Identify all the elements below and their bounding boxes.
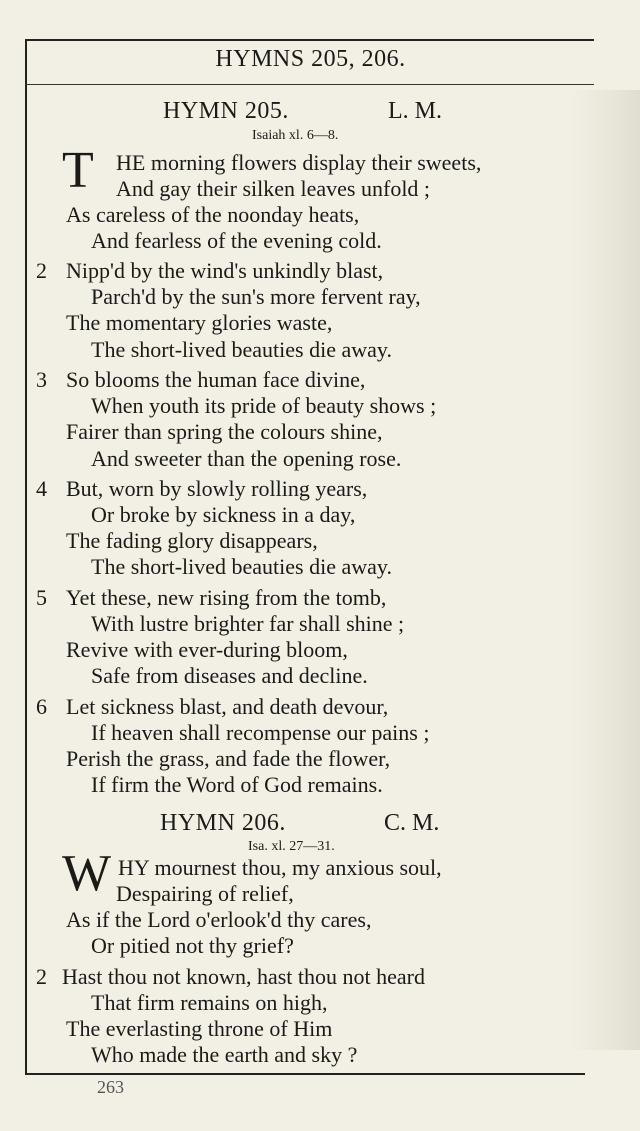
hymn-205-s4-number: 4: [36, 476, 47, 501]
hymn-205-s4-line1: But, worn by slowly rolling years,: [66, 476, 368, 501]
hymn-205-s5-line3: Revive with ever-during bloom,: [66, 637, 348, 662]
hymn-205-s6-line1: Let sickness blast, and death devour,: [66, 694, 389, 719]
hymn-205-s2-line3: The momentary glories waste,: [66, 310, 333, 335]
hymn-206-s2-line3: The everlasting throne of Him: [66, 1016, 333, 1041]
hymn-206-s2-line2: That firm remains on high,: [91, 990, 328, 1015]
hymn-205-s2-line2: Parch'd by the sun's more fervent ray,: [91, 284, 421, 309]
hymn-205-s4-line4: The short-lived beauties die away.: [91, 554, 392, 579]
hymn-205-dropcap: T: [62, 142, 94, 199]
hymn-205-s4-line3: The fading glory disappears,: [66, 528, 318, 553]
bleed-through-shadow: [570, 90, 640, 1050]
hymn-205-s2-line4: The short-lived beauties die away.: [91, 337, 392, 362]
hymn-206-s1-line4: Or pitied not thy grief?: [91, 933, 294, 958]
hymn-206-s2-line1: Hast thou not known, hast thou not heard: [62, 964, 425, 989]
header-divider-rule: [25, 84, 594, 85]
hymn-206-reference: Isa. xl. 27—31.: [248, 839, 335, 854]
hymn-205-s3-line3: Fairer than spring the colours shine,: [66, 419, 383, 444]
hymn-205-s3-number: 3: [36, 367, 47, 392]
hymn-206-title: HYMN 206.: [160, 810, 286, 836]
top-border-rule: [25, 39, 594, 41]
hymn-205-s5-line1: Yet these, new rising from the tomb,: [66, 585, 387, 610]
hymn-205-reference: Isaiah xl. 6—8.: [252, 128, 339, 143]
hymn-205-s1-line2: And gay their silken leaves unfold ;: [116, 176, 431, 201]
hymn-205-s6-line2: If heaven shall recompense our pains ;: [91, 720, 430, 745]
hymn-205-s2-line1: Nipp'd by the wind's unkindly blast,: [66, 258, 384, 283]
hymn-206-s2-line4: Who made the earth and sky ?: [91, 1042, 358, 1067]
hymn-205-s4-line2: Or broke by sickness in a day,: [91, 502, 356, 527]
hymn-205-meter: L. M.: [388, 98, 442, 124]
hymn-205-s6-number: 6: [36, 694, 47, 719]
bottom-border-rule: [25, 1073, 585, 1075]
hymn-205-s6-line3: Perish the grass, and fade the flower,: [66, 746, 391, 771]
running-head: HYMNS 205, 206.: [215, 46, 406, 72]
left-border-rule: [25, 39, 27, 1075]
hymn-206-s1-line3: As if the Lord o'erlook'd thy cares,: [66, 907, 372, 932]
hymn-205-s6-line4: If firm the Word of God remains.: [91, 772, 383, 797]
hymn-206-s1-line1: HY mournest thou, my anxious soul,: [118, 855, 442, 880]
hymn-205-s2-number: 2: [36, 258, 47, 283]
hymn-205-title: HYMN 205.: [163, 98, 289, 124]
hymn-205-s1-line3: As careless of the noonday heats,: [66, 202, 360, 227]
hymn-205-s5-number: 5: [36, 585, 47, 610]
hymn-206-dropcap: W: [62, 845, 112, 902]
hymn-206-meter: C. M.: [384, 810, 440, 836]
hymn-205-s5-line2: With lustre brighter far shall shine ;: [91, 611, 405, 636]
hymn-205-s3-line1: So blooms the human face divine,: [66, 367, 366, 392]
hymn-206-s2-number: 2: [36, 964, 47, 989]
hymn-205-s1-line1: HE morning flowers display their sweets,: [116, 150, 482, 175]
page-number: 263: [97, 1077, 124, 1097]
hymn-205-s3-line2: When youth its pride of beauty shows ;: [91, 393, 437, 418]
hymn-205-s3-line4: And sweeter than the opening rose.: [91, 446, 402, 471]
hymn-205-s5-line4: Safe from diseases and decline.: [91, 663, 368, 688]
hymn-206-s1-line2: Despairing of relief,: [116, 881, 294, 906]
hymn-205-s1-line4: And fearless of the evening cold.: [91, 228, 382, 253]
